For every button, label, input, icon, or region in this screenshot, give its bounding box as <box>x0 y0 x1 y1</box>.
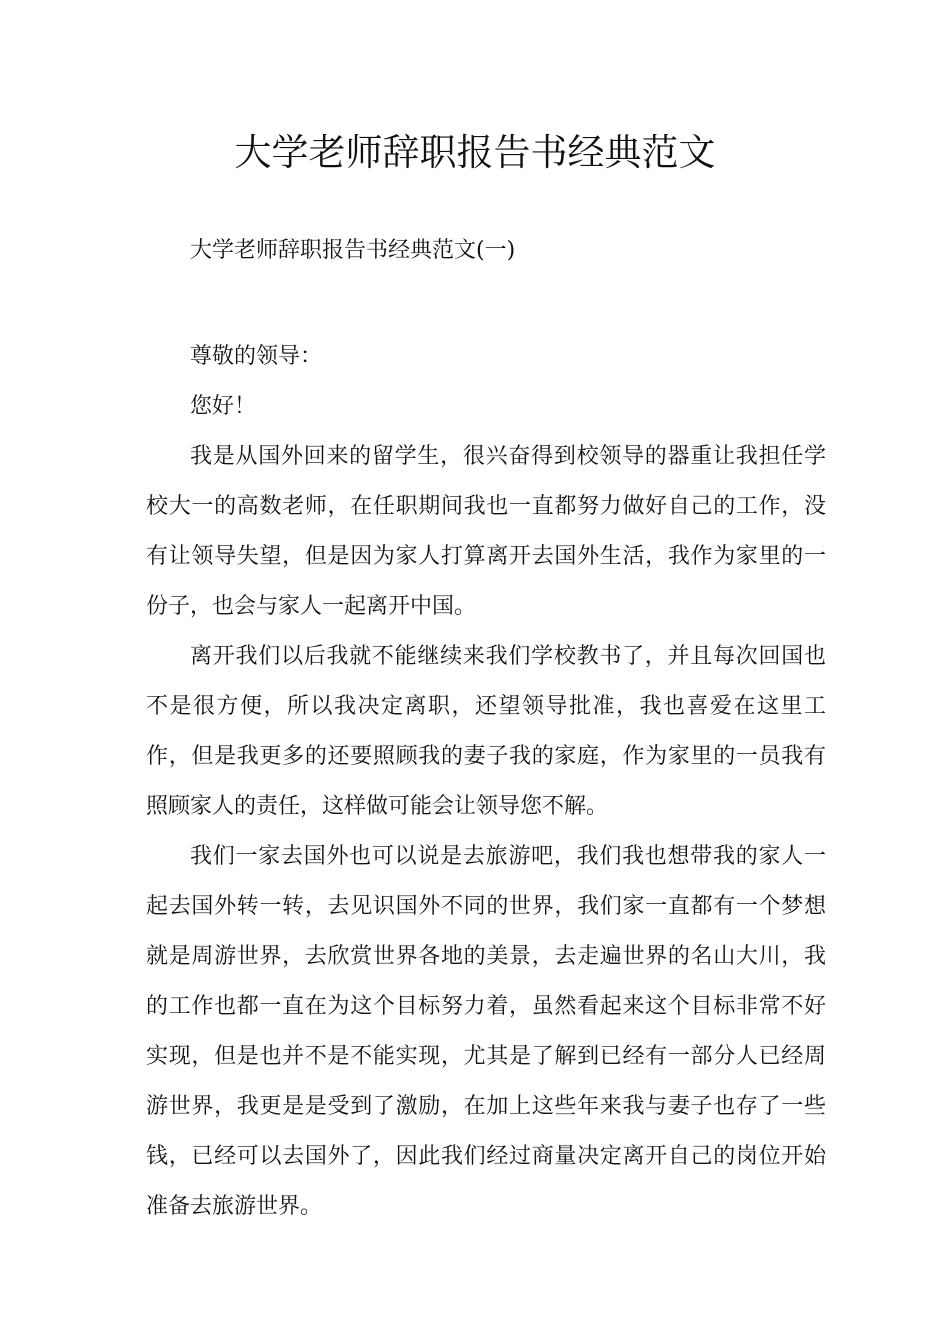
document-title: 大学老师辞职报告书经典范文 <box>234 131 716 174</box>
salutation: 尊敬的领导： <box>190 344 323 369</box>
body-paragraph: 离开我们以后我就不能继续来我们学校教书了，并且每次回国也不是很方便，所以我决定离职，还望领导批准，我也喜爱在这里工作，但是我更多的还要照顾我的妻子我的家庭，作为家里的一员我有照顾家人的责任，这样做可能会让领导您不解。 <box>146 644 826 819</box>
greeting: 您好！ <box>190 394 257 419</box>
document-subtitle: 大学老师辞职报告书经典范文(一) <box>190 238 516 263</box>
document-body <box>146 332 826 1232</box>
body-paragraph: 我是从国外回来的留学生，很兴奋得到校领导的器重让我担任学校大一的高数老师，在任职期间我也一直都努力做好自己的工作，没有让领导失望，但是因为家人打算离开去国外生活，我作为家里的一份子，也会与家人一起离开中国。 <box>146 444 826 619</box>
body-paragraph: 我们一家去国外也可以说是去旅游吧，我们我也想带我的家人一起去国外转一转，去见识国外不同的世界，我们家一直都有一个梦想就是周游世界，去欣赏世界各地的美景，去走遍世界的名山大川，我的工作也都一直在为这个目标努力着，虽然看起来这个目标非常不好实现，但是也并不是不能实现，尤其是了解到已经有一部分人已经周游世界，我更是是受到了激励，在加上这些年来我与妻子也存了一些钱，已经可以去国外了，因此我们经过商量决定离开自己的岗位开始准备去旅游世界。 <box>146 844 826 1219</box>
